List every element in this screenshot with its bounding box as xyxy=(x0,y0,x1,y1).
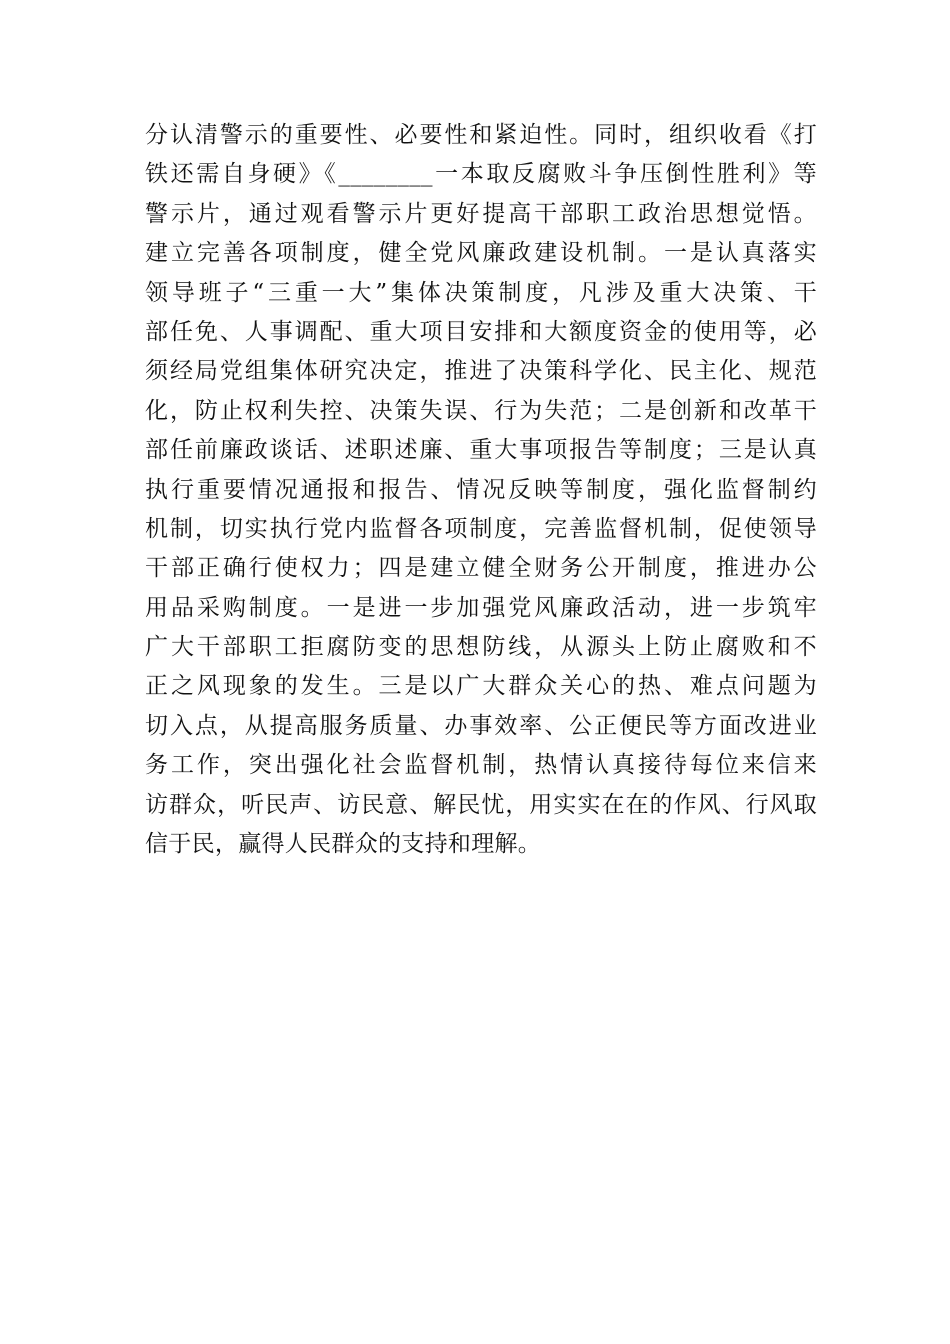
text-line: 部任前廉政谈话、述职述廉、重大事项报告等制度；三是认真 xyxy=(145,437,817,464)
text-line: 建立完善各项制度，健全党风廉政建设机制。一是认真落实 xyxy=(145,240,817,267)
text-line: 切入点，从提高服务质量、办事效率、公正便民等方面改进业 xyxy=(145,712,817,739)
text-line: 正之风现象的发生。三是以广大群众关心的热、难点问题为 xyxy=(145,673,817,700)
text-line: 广大干部职工拒腐防变的思想防线，从源头上防止腐败和不 xyxy=(145,634,817,661)
text-line: 化，防止权利失控、决策失误、行为失范；二是创新和改革干 xyxy=(145,397,817,424)
text-line: 机制，切实执行党内监督各项制度，完善监督机制，促使领导 xyxy=(145,515,817,542)
text-line: 信于民，赢得人民群众的支持和理解。 xyxy=(145,831,542,858)
text-line: 访群众，听民声、访民意、解民忧，用实实在在的作风、行风取 xyxy=(145,791,817,818)
text-line: 分认清警示的重要性、必要性和紧迫性。同时，组织收看《打 xyxy=(145,122,817,148)
text-line: 执行重要情况通报和报告、情况反映等制度，强化监督制约 xyxy=(145,476,817,503)
body-paragraph xyxy=(145,116,817,864)
text-line: 干部正确行使权力；四是建立健全财务公开制度，推进办公 xyxy=(145,555,817,582)
text-line: 须经局党组集体研究决定，推进了决策科学化、民主化、规范 xyxy=(145,358,817,385)
text-line: 用品采购制度。一是进一步加强党风廉政活动，进一步筑牢 xyxy=(145,594,817,621)
text-line: 铁还需自身硬》《________一本取反腐败斗争压倒性胜利》等 xyxy=(145,161,817,188)
text-line: 务工作，突出强化社会监督机制，热情认真接待每位来信来 xyxy=(145,752,817,779)
text-line: 领导班子“三重一大”集体决策制度，凡涉及重大决策、干 xyxy=(145,279,817,306)
text-line: 部任免、人事调配、重大项目安排和大额度资金的使用等，必 xyxy=(145,318,817,345)
text-line: 警示片，通过观看警示片更好提高干部职工政治思想觉悟。 xyxy=(145,200,817,227)
